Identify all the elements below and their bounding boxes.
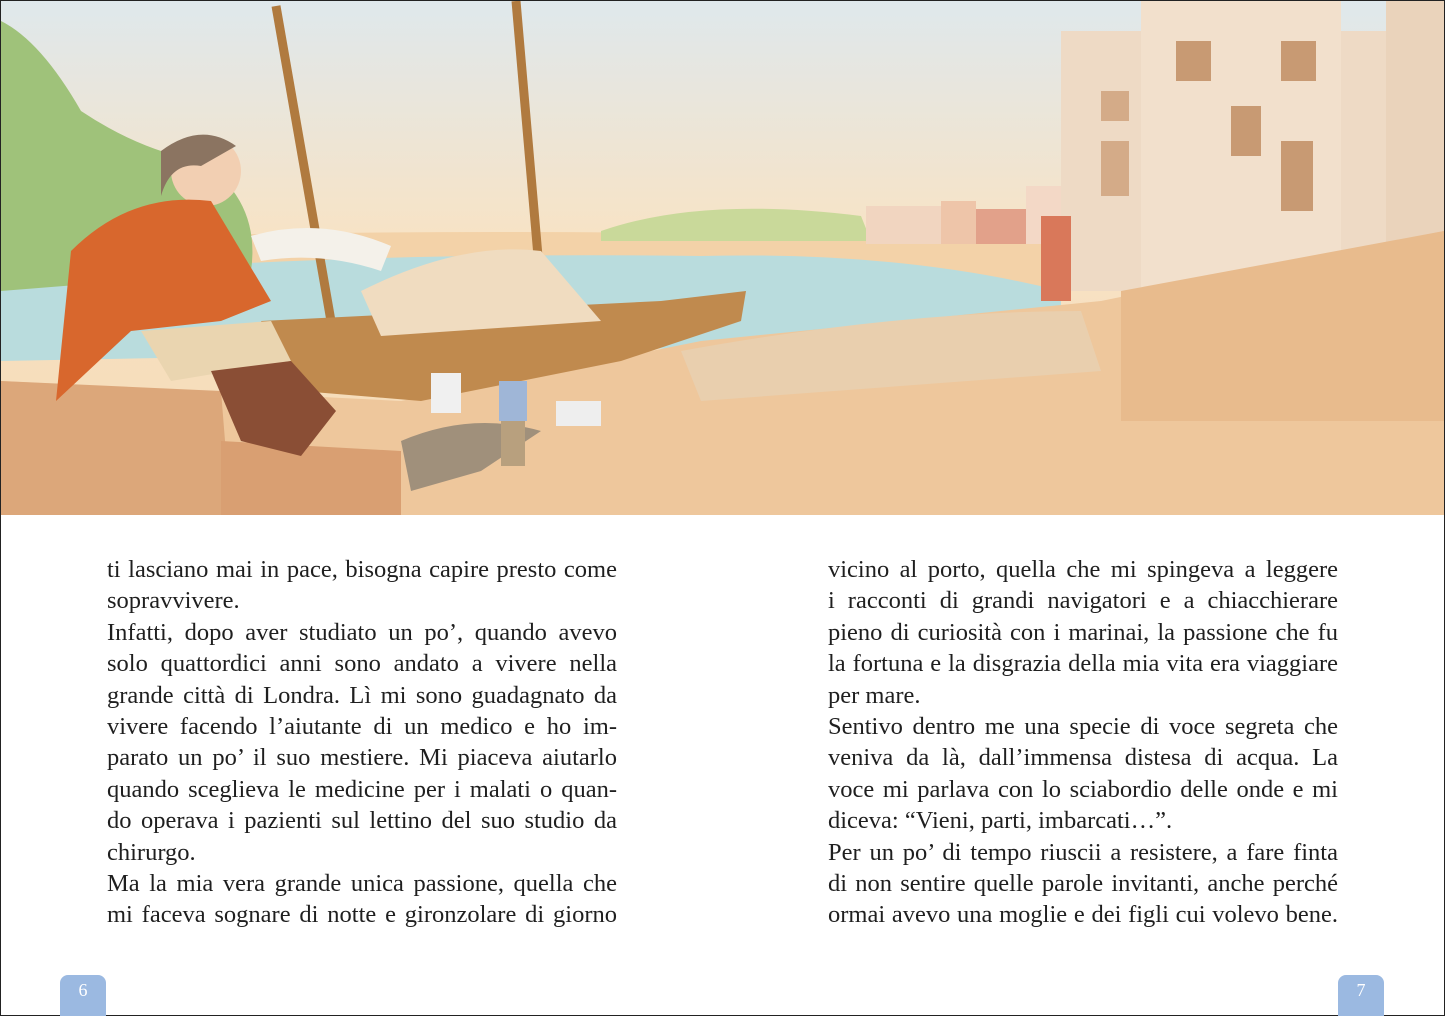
text-line: Per un po’ di tempo riuscii a resistere, a fare finta <box>828 838 1338 866</box>
text-line: grande città di Londra. Lì mi sono guadagnato da <box>107 681 617 709</box>
text-line: per mare. <box>828 681 921 709</box>
text-line: i racconti di grandi navigatori e a chiacchierare <box>828 587 1338 615</box>
text-line: ti lasciano mai in pace, bisogna capire presto come <box>107 556 617 583</box>
text-line: voce mi parlava con lo sciabordio delle onde e mi <box>828 775 1338 803</box>
text-line: veniva da là, dall’immensa distesa di acqua. La <box>828 744 1338 772</box>
text-line: vicino al porto, quella che mi spingeva a leggere <box>828 556 1338 583</box>
page-number-left: 6 <box>60 975 106 1016</box>
text-line: pieno di curiosità con i marinai, la passione che fu <box>828 618 1338 646</box>
stone-wall <box>1 381 231 515</box>
text-line: mi faceva sognare di notte e gironzolare di giorno <box>107 901 617 929</box>
text-line: di non sentire quelle parole invitanti, anche perché <box>828 869 1338 897</box>
page-number-right: 7 <box>1338 975 1384 1016</box>
text-line: vivere facendo l’aiutante di un medico e ho im- <box>107 712 617 740</box>
text-line: Ma la mia vera grande unica passione, quella che <box>107 869 617 897</box>
text-line: Infatti, dopo aver studiato un po’, quando avevo <box>107 618 617 646</box>
stone-step <box>221 441 401 515</box>
text-line: do operava i pazienti sul lettino del suo studio da <box>107 807 617 835</box>
text-line: quando sceglieva le medicine per i malati o quan- <box>107 775 617 803</box>
text-line: diceva: “Vieni, parti, imbarcati…”. <box>828 807 1173 835</box>
harbor-illustration <box>1 1 1444 515</box>
text-line: ormai avevo una moglie e dei figli cui volevo bene. <box>828 901 1338 929</box>
text-line: chirurgo. <box>107 838 196 866</box>
text-line: parato un po’ il suo mestiere. Mi piaceva aiutarlo <box>107 744 617 772</box>
text-line: Sentivo dentro me una specie di voce segreta che <box>828 712 1338 740</box>
text-line: solo quattordici anni sono andato a vivere nella <box>107 650 617 678</box>
right-page-text <box>828 554 1338 931</box>
left-page-text <box>107 554 617 931</box>
text-line: sopravvivere. <box>107 587 240 615</box>
text-line: la fortuna e la disgrazia della mia vita era viaggiare <box>828 650 1338 678</box>
